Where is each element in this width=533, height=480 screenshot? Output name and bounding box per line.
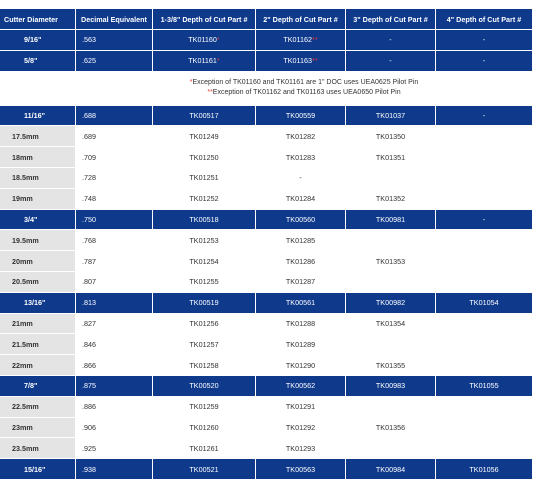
part-3-doc: - [346,30,436,51]
part-4-doc: - [436,51,533,72]
part-4-doc [436,438,533,459]
decimal-equivalent: .750 [76,210,153,231]
cutter-diameter: 17.5mm [0,126,76,147]
part-4-doc [436,251,533,272]
decimal-equivalent: .827 [76,314,153,335]
table-row [0,30,533,51]
part-2-doc: TK01285 [256,230,346,251]
decimal-equivalent: .563 [76,30,153,51]
decimal-equivalent: .688 [76,106,153,127]
cutter-table [0,9,533,480]
table-row [0,293,533,314]
part-3-doc: TK01350 [346,126,436,147]
part-138-doc: TK01253 [153,230,256,251]
cutter-diameter: 18mm [0,147,76,168]
part-4-doc [436,314,533,335]
cutter-diameter: 15/16" [0,459,76,480]
part-4-doc: - [436,30,533,51]
table-row [0,418,533,439]
part-4-doc [436,168,533,189]
part-4-doc [436,272,533,293]
table-row [0,272,533,293]
part-number: TK01161 [188,56,217,66]
part-4-doc: TK01055 [436,376,533,397]
part-138-doc: TK01250 [153,147,256,168]
exception-note-row [0,72,533,106]
exception-mark: * [216,56,220,66]
cutter-diameter: 3/4" [0,210,76,231]
part-4-doc [436,334,533,355]
decimal-equivalent: .689 [76,126,153,147]
decimal-equivalent: .813 [76,293,153,314]
part-138-doc [153,30,256,51]
cutter-diameter: 20mm [0,251,76,272]
part-4-doc: TK01056 [436,459,533,480]
part-138-doc: TK01258 [153,355,256,376]
exception-mark: ** [312,56,318,66]
decimal-equivalent: .748 [76,189,153,210]
table-row [0,314,533,335]
part-3-doc: TK00982 [346,293,436,314]
part-2-doc: TK01287 [256,272,346,293]
exception-note [76,72,533,106]
part-2-doc [256,30,346,51]
part-number: TK01163 [283,56,313,66]
part-3-doc: TK00984 [346,459,436,480]
part-138-doc: TK01257 [153,334,256,355]
decimal-equivalent: .787 [76,251,153,272]
part-4-doc [436,418,533,439]
part-number: TK01160 [188,35,217,45]
part-138-doc: TK01249 [153,126,256,147]
cutter-diameter: 19.5mm [0,230,76,251]
cutter-diameter: 5/8" [0,51,76,72]
part-3-doc [346,397,436,418]
table-row [0,210,533,231]
part-138-doc: TK01254 [153,251,256,272]
part-4-doc [436,189,533,210]
part-3-doc: TK01356 [346,418,436,439]
part-3-doc: TK00983 [346,376,436,397]
part-3-doc: TK01354 [346,314,436,335]
decimal-equivalent: .807 [76,272,153,293]
part-138-doc: TK00517 [153,106,256,127]
part-138-doc: TK01251 [153,168,256,189]
note-spacer [0,72,76,106]
table-row [0,355,533,376]
decimal-equivalent: .866 [76,355,153,376]
part-3-doc [346,438,436,459]
cutter-diameter: 22.5mm [0,397,76,418]
cutter-diameter: 21mm [0,314,76,335]
part-3-doc [346,168,436,189]
cutter-diameter: 19mm [0,189,76,210]
part-2-doc: TK00560 [256,210,346,231]
part-4-doc [436,355,533,376]
table-row [0,397,533,418]
part-2-doc: TK01286 [256,251,346,272]
table-row [0,51,533,72]
table-row [0,147,533,168]
part-3-doc: - [346,51,436,72]
part-3-doc [346,272,436,293]
exception-mark: ** [312,35,318,45]
part-138-doc: TK00521 [153,459,256,480]
cutter-diameter: 18.5mm [0,168,76,189]
part-2-doc: TK01288 [256,314,346,335]
cutter-diameter: 23.5mm [0,438,76,459]
table-row [0,126,533,147]
table-container [0,9,533,480]
part-2-doc: TK01283 [256,147,346,168]
note-line-2: **Exception of TK01162 and TK01163 uses UEA0650 Pilot Pin [207,89,401,97]
part-3-doc: TK00981 [346,210,436,231]
part-3-doc [346,230,436,251]
decimal-equivalent: .846 [76,334,153,355]
decimal-equivalent: .925 [76,438,153,459]
cutter-diameter: 22mm [0,355,76,376]
decimal-equivalent: .625 [76,51,153,72]
cutter-diameter: 21.5mm [0,334,76,355]
part-138-doc: TK01261 [153,438,256,459]
part-2-doc: TK00561 [256,293,346,314]
part-3-doc [346,334,436,355]
part-3-doc: TK01353 [346,251,436,272]
decimal-equivalent: .728 [76,168,153,189]
part-2-doc: TK01282 [256,126,346,147]
part-2-doc: TK01289 [256,334,346,355]
table-row [0,230,533,251]
part-2-doc: TK01284 [256,189,346,210]
part-4-doc [436,126,533,147]
part-4-doc [436,397,533,418]
part-4-doc [436,147,533,168]
header-4-doc: 4" Depth of Cut Part # [436,9,533,30]
part-2-doc: TK01291 [256,397,346,418]
part-2-doc: - [256,168,346,189]
part-2-doc [256,51,346,72]
cutter-diameter: 11/16" [0,106,76,127]
part-138-doc [153,51,256,72]
part-2-doc: TK00562 [256,376,346,397]
table-row [0,438,533,459]
decimal-equivalent: .938 [76,459,153,480]
part-3-doc: TK01355 [346,355,436,376]
part-number: TK01162 [283,35,313,45]
part-2-doc: TK01292 [256,418,346,439]
table-row [0,334,533,355]
part-4-doc: TK01054 [436,293,533,314]
part-2-doc: TK01290 [256,355,346,376]
part-2-doc: TK00559 [256,106,346,127]
part-138-doc: TK00520 [153,376,256,397]
exception-mark: * [216,35,220,45]
table-row [0,251,533,272]
part-3-doc: TK01037 [346,106,436,127]
decimal-equivalent: .906 [76,418,153,439]
part-138-doc: TK01256 [153,314,256,335]
header-2-doc: 2" Depth of Cut Part # [256,9,346,30]
part-138-doc: TK00518 [153,210,256,231]
cutter-diameter: 23mm [0,418,76,439]
part-4-doc [436,230,533,251]
cutter-diameter: 9/16" [0,30,76,51]
part-138-doc: TK01259 [153,397,256,418]
table-row [0,459,533,480]
table-row [0,376,533,397]
cutter-diameter: 20.5mm [0,272,76,293]
decimal-equivalent: .709 [76,147,153,168]
part-138-doc: TK01260 [153,418,256,439]
decimal-equivalent: .875 [76,376,153,397]
part-4-doc: - [436,106,533,127]
cutter-diameter: 7/8" [0,376,76,397]
table-row [0,168,533,189]
header-row [0,9,533,30]
table-row [0,189,533,210]
part-2-doc: TK00563 [256,459,346,480]
header-cutter-diameter: Cutter Diameter [0,9,76,30]
part-2-doc: TK01293 [256,438,346,459]
part-3-doc: TK01351 [346,147,436,168]
part-138-doc: TK01255 [153,272,256,293]
part-3-doc: TK01352 [346,189,436,210]
decimal-equivalent: .768 [76,230,153,251]
decimal-equivalent: .886 [76,397,153,418]
note-line-1: *Exception of TK01160 and TK01161 are 1" DOC uses UEA0625 Pilot Pin [189,78,419,86]
part-138-doc: TK00519 [153,293,256,314]
header-decimal-equivalent: Decimal Equivalent [76,9,153,30]
cutter-diameter: 13/16" [0,293,76,314]
table-row [0,106,533,127]
header-138-doc: 1-3/8" Depth of Cut Part # [153,9,256,30]
part-138-doc: TK01252 [153,189,256,210]
part-4-doc: - [436,210,533,231]
header-3-doc: 3" Depth of Cut Part # [346,9,436,30]
